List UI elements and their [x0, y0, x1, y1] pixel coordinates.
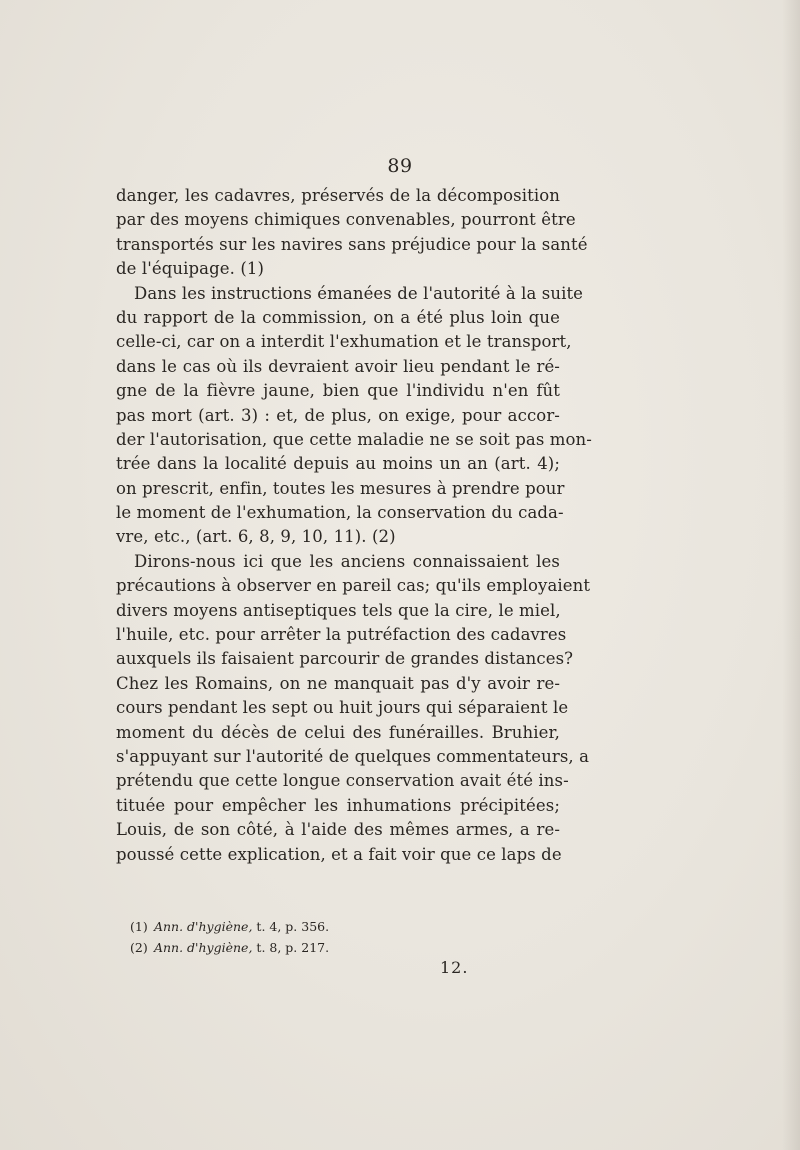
text-line: Dans les instructions émanées de l'autorité à la suite: [134, 283, 584, 303]
footnote-number: (1): [130, 919, 148, 934]
text-line: on prescrit, enfin, toutes les mesures à prendre pour: [116, 478, 565, 498]
text-line: celle-ci, car on a interdit l'exhumation et le transport,: [116, 332, 572, 352]
text-line: du rapport de la commission, on a été plus loin que: [116, 307, 560, 327]
footnote-source: Ann. d'hygiène,: [153, 940, 253, 955]
page-number: 89: [387, 155, 413, 177]
text-line: pas mort (art. 3) : et, de plus, on exige, pour accor-: [116, 405, 560, 425]
text-line: de l'équipage. (1): [116, 259, 265, 279]
footnote-source: Ann. d'hygiène,: [153, 919, 253, 934]
text-line: divers moyens antiseptiques tels que la cire, le miel,: [116, 600, 561, 620]
text-line: cours pendant les sept ou huit jours qui séparaient le: [116, 698, 569, 718]
text-line: Chez les Romains, on ne manquait pas d'y avoir re-: [116, 673, 560, 693]
text-line: danger, les cadavres, préservés de la décomposition: [116, 186, 560, 205]
text-line: s'appuyant sur l'autorité de quelques commentateurs, a: [116, 746, 590, 766]
text-line: l'huile, etc. pour arrêter la putréfaction des cadavres: [116, 625, 567, 645]
text-line: par des moyens chimiques convenables, pourront être: [116, 210, 576, 230]
text-line: der l'autorisation, que cette maladie ne se soit pas mon-: [116, 429, 592, 449]
footnotes: [130, 916, 560, 958]
footnote-ref: t. 4, p. 356.: [256, 919, 330, 934]
text-line: Dirons-nous ici que les anciens connaissaient les: [134, 551, 560, 571]
text-line: Louis, de son côté, à l'aide des mêmes armes, a re-: [116, 820, 560, 840]
text-line: le moment de l'exhumation, la conservation du cada-: [116, 503, 564, 523]
signature-mark: 12.: [440, 958, 469, 977]
text-line: vre, etc., (art. 6, 8, 9, 10, 11). (2): [116, 527, 396, 547]
text-line: prétendu que cette longue conservation avait été ins-: [116, 771, 569, 791]
text-line: moment du décès de celui des funérailles. Bruhier,: [116, 722, 560, 742]
text-line: précautions à observer en pareil cas; qu'ils employaient: [116, 576, 591, 596]
text-line: dans le cas où ils devraient avoir lieu pendant le ré-: [116, 356, 560, 376]
footnote: [130, 916, 560, 937]
footnote: [130, 937, 560, 958]
footnote-ref: t. 8, p. 217.: [256, 940, 330, 955]
footnote-number: (2): [130, 940, 148, 955]
text-line: auxquels ils faisaient parcourir de grandes distances?: [116, 649, 574, 669]
text-line: trée dans la localité depuis au moins un an (art. 4);: [116, 454, 560, 474]
text-line: tituée pour empêcher les inhumations précipitées;: [116, 795, 560, 815]
body-text: [116, 184, 592, 867]
text-line: gne de la fièvre jaune, bien que l'individu n'en fût: [116, 381, 560, 401]
text-line: transportés sur les navires sans préjudice pour la santé: [116, 234, 588, 254]
text-line: poussé cette explication, et a fait voir que ce laps de: [116, 844, 562, 864]
